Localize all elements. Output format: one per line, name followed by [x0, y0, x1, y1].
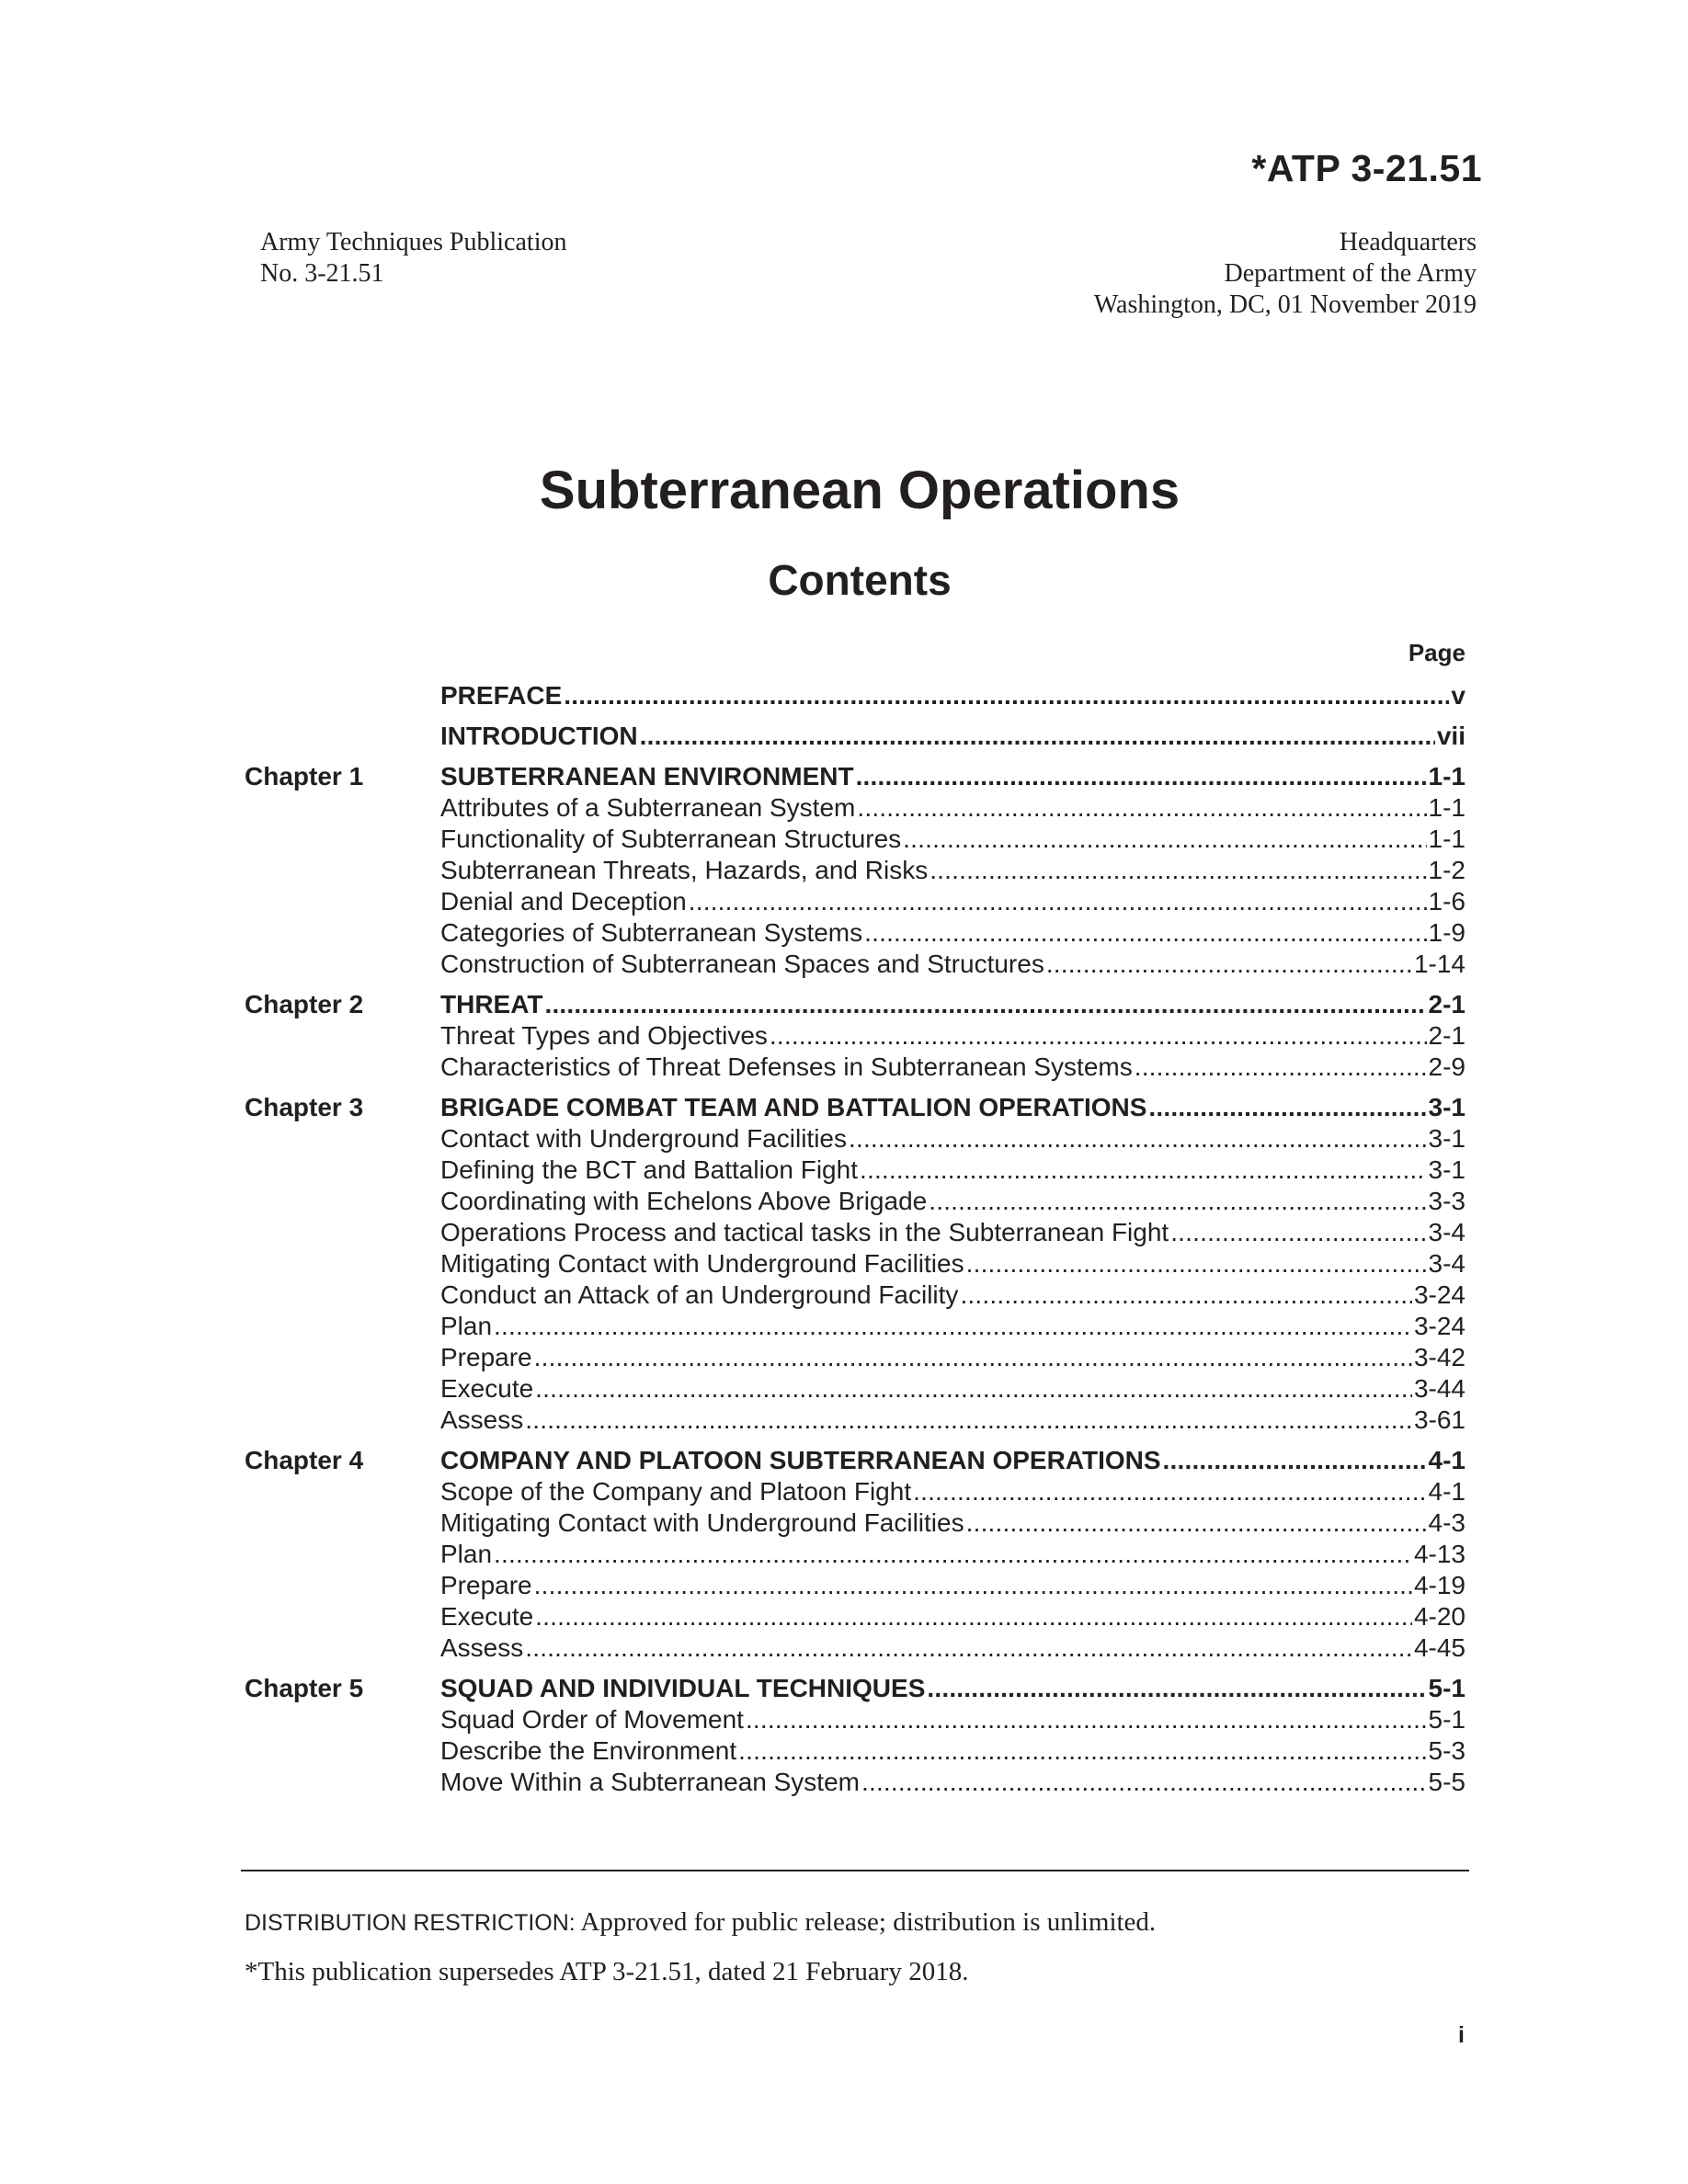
toc-chapter-entry[interactable] [440, 989, 1466, 1020]
entry-title: INTRODUCTION [440, 722, 638, 750]
dot-leader [770, 1020, 1427, 1052]
entry-page-number: 1-1 [1428, 793, 1466, 822]
toc-section-entry[interactable] [440, 1248, 1466, 1280]
entry-title: SQUAD AND INDIVIDUAL TECHNIQUES [440, 1674, 926, 1702]
publication-number-line: No. 3-21.51 [260, 259, 384, 288]
toc-chapter-entry[interactable] [440, 761, 1466, 792]
entry-page-number: 1-14 [1413, 950, 1466, 978]
dot-leader [746, 1704, 1427, 1735]
dot-leader [913, 1476, 1426, 1507]
entry-title: Categories of Subterranean Systems [440, 918, 863, 947]
entry-title: Mitigating Contact with Underground Facilities [440, 1508, 964, 1537]
page-column-label: Page [1408, 639, 1466, 666]
toc-block [245, 989, 1466, 1083]
toc-block [245, 761, 1466, 980]
entry-title: Assess [440, 1633, 524, 1662]
toc-section-entry[interactable] [440, 1704, 1466, 1735]
toc-section-entry[interactable] [440, 1539, 1466, 1570]
entry-title: Prepare [440, 1343, 532, 1371]
entry-page-number: 3-24 [1413, 1280, 1466, 1309]
toc-section-entry[interactable] [440, 1280, 1466, 1311]
entry-page-number: 2-1 [1428, 1021, 1466, 1050]
table-of-contents [245, 634, 1466, 1798]
toc-section-entry[interactable] [440, 1476, 1466, 1507]
chapter-label: Chapter 2 [245, 990, 364, 1018]
dot-leader [1170, 1217, 1426, 1248]
toc-section-entry[interactable] [440, 1767, 1466, 1798]
entry-title: Characteristics of Threat Defenses in Subterranean Systems [440, 1052, 1133, 1081]
distribution-restriction [245, 1905, 1156, 1940]
toc-chapter-entry[interactable] [440, 1445, 1466, 1476]
dot-leader [544, 989, 1426, 1020]
toc-section-entry[interactable] [440, 949, 1466, 980]
entry-title: Plan [440, 1540, 493, 1568]
entry-title: Operations Process and tactical tasks in the Subterranean Fight [440, 1218, 1169, 1246]
headquarters-line: Headquarters [1339, 228, 1477, 256]
toc-section-entry[interactable] [440, 1507, 1466, 1539]
toc-section-entry[interactable] [440, 1735, 1466, 1767]
entry-page-number: 1-2 [1428, 856, 1466, 884]
entry-page-number: 3-4 [1428, 1218, 1466, 1246]
dot-leader [525, 1405, 1412, 1436]
toc-section-entry[interactable] [440, 1217, 1466, 1248]
entry-page-number: 1-1 [1428, 762, 1466, 791]
dot-leader [1046, 949, 1412, 980]
entry-title: BRIGADE COMBAT TEAM AND BATTALION OPERATIONS [440, 1093, 1147, 1121]
toc-section-entry[interactable] [440, 792, 1466, 824]
entry-title: Describe the Environment [440, 1736, 737, 1765]
footer [245, 1905, 1156, 2003]
toc-section-entry[interactable] [440, 1601, 1466, 1632]
page-number: i [1458, 2022, 1465, 2048]
dot-leader [856, 761, 1427, 792]
entry-page-number: 3-24 [1413, 1312, 1466, 1340]
footer-divider [241, 1870, 1469, 1871]
dot-leader [494, 1539, 1412, 1570]
entry-page-number: 3-1 [1428, 1155, 1466, 1184]
entry-title: Move Within a Subterranean System [440, 1768, 860, 1796]
toc-section-entry[interactable] [440, 1311, 1466, 1342]
date-line: Washington, DC, 01 November 2019 [1093, 290, 1477, 319]
distribution-text: Approved for public release; distribution is unlimited. [575, 1907, 1157, 1937]
chapter-label: Chapter 3 [245, 1093, 364, 1121]
dot-leader [535, 1373, 1412, 1405]
chapter-label: Chapter 1 [245, 762, 364, 791]
toc-section-entry[interactable] [440, 1373, 1466, 1405]
publication-number: *ATP 3-21.51 [1251, 147, 1482, 189]
entry-title: Conduct an Attack of an Underground Facility [440, 1280, 959, 1309]
issuing-authority [1094, 227, 1477, 321]
toc-section-entry[interactable] [440, 1052, 1466, 1083]
dot-leader [864, 917, 1426, 949]
publication-info [260, 227, 566, 290]
entry-page-number: vii [1436, 722, 1466, 750]
toc-section-entry[interactable] [440, 1570, 1466, 1601]
entry-title: Prepare [440, 1571, 532, 1599]
entry-title: Functionality of Subterranean Structures [440, 825, 902, 853]
dot-leader [857, 792, 1426, 824]
dot-leader [534, 1342, 1412, 1373]
entry-title: Mitigating Contact with Underground Facilities [440, 1249, 964, 1278]
entry-title: COMPANY AND PLATOON SUBTERRANEAN OPERATIONS [440, 1446, 1161, 1474]
dot-leader [525, 1632, 1412, 1664]
dot-leader [1135, 1052, 1427, 1083]
entry-title: Scope of the Company and Platoon Fight [440, 1477, 912, 1506]
toc-section-entry[interactable] [440, 1020, 1466, 1052]
dot-leader [535, 1601, 1412, 1632]
chapter-label: Chapter 5 [245, 1674, 364, 1702]
toc-section-entry[interactable] [440, 1342, 1466, 1373]
entry-page-number: 4-1 [1428, 1477, 1466, 1506]
entry-title: Defining the BCT and Battalion Fight [440, 1155, 858, 1184]
toc-section-entry[interactable] [440, 886, 1466, 917]
toc-chapter-entry[interactable] [440, 1673, 1466, 1704]
entry-page-number: 3-3 [1428, 1187, 1466, 1215]
dot-leader [966, 1248, 1427, 1280]
entry-page-number: 3-44 [1413, 1374, 1466, 1403]
dot-leader [849, 1123, 1427, 1155]
entry-page-number: 5-5 [1428, 1768, 1466, 1796]
dot-leader [903, 824, 1426, 855]
entry-page-number: 5-1 [1428, 1674, 1466, 1702]
entry-title: Construction of Subterranean Spaces and Structures [440, 950, 1044, 978]
entry-page-number: 3-42 [1413, 1343, 1466, 1371]
entry-title: Execute [440, 1602, 534, 1631]
toc-section-entry[interactable] [440, 1123, 1466, 1155]
dot-leader [966, 1507, 1427, 1539]
entry-page-number: 1-1 [1428, 825, 1466, 853]
entry-page-number: 4-1 [1428, 1446, 1466, 1474]
dot-leader [860, 1155, 1427, 1186]
dot-leader [640, 721, 1435, 752]
entry-title: Squad Order of Movement [440, 1705, 744, 1734]
dot-leader [1148, 1092, 1426, 1123]
entry-page-number: 3-4 [1428, 1249, 1466, 1278]
chapter-label: Chapter 4 [245, 1446, 364, 1474]
dot-leader [564, 680, 1449, 711]
entry-page-number: 3-61 [1413, 1405, 1466, 1434]
contents-heading: Contents [768, 556, 952, 604]
entry-page-number: 2-1 [1428, 990, 1466, 1018]
entry-title: Threat Types and Objectives [440, 1021, 768, 1050]
toc-block [245, 680, 1466, 711]
toc-section-entry[interactable] [440, 917, 1466, 949]
toc-block [245, 1673, 1466, 1798]
entry-title: Coordinating with Echelons Above Brigade [440, 1187, 928, 1215]
toc-section-entry[interactable] [440, 855, 1466, 886]
entry-page-number: v [1451, 681, 1466, 710]
entry-page-number: 5-3 [1428, 1736, 1466, 1765]
entry-page-number: 3-1 [1428, 1124, 1466, 1153]
entry-title: Assess [440, 1405, 524, 1434]
dot-leader [930, 855, 1426, 886]
entry-page-number: 4-13 [1413, 1540, 1466, 1568]
entry-title: Contact with Underground Facilities [440, 1124, 847, 1153]
dot-leader [534, 1570, 1412, 1601]
entry-page-number: 4-19 [1413, 1571, 1466, 1599]
dot-leader [929, 1186, 1426, 1217]
publication-series: Army Techniques Publication [260, 228, 567, 256]
dot-leader [689, 886, 1427, 917]
toc-section-entry[interactable] [440, 824, 1466, 855]
entry-page-number: 3-1 [1428, 1093, 1466, 1121]
entry-title: Subterranean Threats, Hazards, and Risks [440, 856, 929, 884]
entry-page-number: 2-9 [1428, 1052, 1466, 1081]
toc-block [245, 721, 1466, 752]
entry-page-number: 4-20 [1413, 1602, 1466, 1631]
distribution-label: DISTRIBUTION RESTRICTION: [245, 1910, 576, 1936]
dot-leader [960, 1280, 1412, 1311]
dot-leader [738, 1735, 1426, 1767]
dot-leader [927, 1673, 1426, 1704]
toc-block [245, 1445, 1466, 1664]
department-line: Department of the Army [1224, 259, 1477, 288]
dot-leader [861, 1767, 1427, 1798]
toc-section-entry[interactable] [440, 1186, 1466, 1217]
toc-section-entry[interactable] [440, 1405, 1466, 1436]
entry-title: SUBTERRANEAN ENVIRONMENT [440, 762, 854, 791]
toc-block [245, 1092, 1466, 1436]
entry-title: Plan [440, 1312, 493, 1340]
document-title: Subterranean Operations [539, 461, 1180, 520]
dot-leader [494, 1311, 1412, 1342]
entry-title: Denial and Deception [440, 887, 687, 916]
toc-chapter-entry[interactable] [440, 680, 1466, 711]
entry-page-number: 4-45 [1413, 1633, 1466, 1662]
entry-title: PREFACE [440, 681, 563, 710]
entry-page-number: 1-9 [1428, 918, 1466, 947]
entry-title: THREAT [440, 990, 543, 1018]
entry-page-number: 5-1 [1428, 1705, 1466, 1734]
toc-section-entry[interactable] [440, 1632, 1466, 1664]
toc-chapter-entry[interactable] [440, 1092, 1466, 1123]
toc-chapter-entry[interactable] [440, 721, 1466, 752]
supersedes-note: *This publication supersedes ATP 3-21.51, dated 21 February 2018. [245, 1957, 969, 1986]
toc-section-entry[interactable] [440, 1155, 1466, 1186]
dot-leader [1163, 1445, 1427, 1476]
entry-title: Attributes of a Subterranean System [440, 793, 856, 822]
entry-title: Execute [440, 1374, 534, 1403]
entry-page-number: 1-6 [1428, 887, 1466, 916]
entry-page-number: 4-3 [1428, 1508, 1466, 1537]
